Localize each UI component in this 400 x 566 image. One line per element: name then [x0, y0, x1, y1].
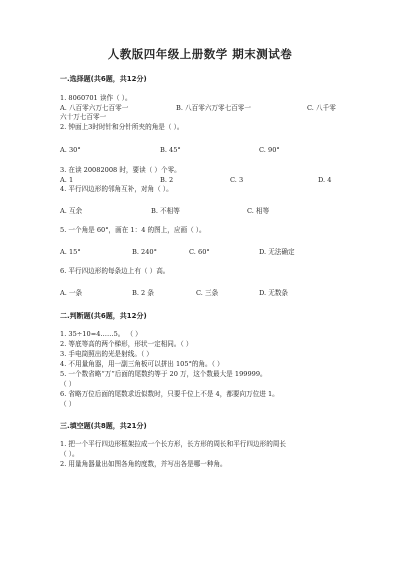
option: D. 无法确定: [259, 248, 295, 256]
option: B. 不相等: [151, 207, 180, 215]
option: A. 八百零六万七百零一: [60, 104, 129, 112]
fill-item: 1. 把一个平行四边形框架拉成一个长方形，长方形的周长和平行四边形的周长: [60, 440, 286, 448]
option: D. 无数条: [259, 289, 289, 297]
option: C. 八千零: [307, 104, 336, 112]
option: A. 30°: [60, 146, 81, 154]
judgement-item: 4. 不用量角器，用一副三角板可以拼出 105°的角。（ ）: [60, 360, 224, 368]
fill-item: 2. 用量角器量出如图各角的度数，并写出各是哪一种角。: [60, 460, 227, 468]
section-header-fill: 三.填空题(共8题，共21分): [60, 422, 147, 430]
option: C. 90°: [259, 146, 280, 154]
judgement-item: 5. 一个数省略“万”后面的尾数约等于 20 万，这个数最大是 199999。: [60, 370, 267, 378]
option: B. 45°: [160, 146, 181, 154]
section-header-judgement: 二.判断题(共6题，共12分): [60, 312, 147, 320]
fill-item-answer: （ ）。: [60, 450, 79, 458]
option: B. 240°: [132, 248, 157, 256]
option: A. 互余: [60, 207, 83, 215]
option: C. 60°: [189, 248, 210, 256]
judgement-item: 3. 手电筒照出的光是射线。（ ）: [60, 350, 153, 358]
judgement-item: 6. 省略万位后面的尾数求近似数时，只要千位上不是 4，都要向万位进 1。: [60, 390, 279, 398]
question-stem: 5. 一个角是 60°，画在 1：4 的图上，应画（ ）。: [60, 226, 206, 234]
judgement-item-answer: （ ）: [60, 380, 76, 388]
question-stem: 4. 平行四边形的邻角互补，对角（ ）。: [60, 185, 173, 193]
page-title: 人教版四年级上册数学 期末测试卷: [107, 47, 293, 61]
option: B. 2 条: [132, 289, 154, 297]
section-header-choice: 一.选择题(共6题，共12分): [60, 75, 147, 83]
option: A. 15°: [60, 248, 81, 256]
question-stem: 1. 8060701 读作（ ）。: [60, 94, 132, 102]
option: B. 八百零六万零七百零一: [176, 104, 251, 112]
option: A. 1: [60, 176, 74, 184]
question-stem: 2. 钟面上3时时针和分针所夹的角是（ ）。: [60, 123, 184, 131]
question-stem: 6. 平行四边形的每条边上有（ ）高。: [60, 267, 170, 275]
judgement-item: 2. 等底等高的两个梯形，形状一定相同。（ ）: [60, 340, 193, 348]
option: B. 2: [160, 176, 174, 184]
judgement-item-answer: （ ）: [60, 400, 76, 408]
question-stem-continued: 六十万七百零一: [60, 113, 107, 121]
option: D. 4: [318, 176, 332, 184]
question-stem: 3. 在读 20082008 时，要读（ ）个零。: [60, 166, 181, 174]
option: C. 三条: [196, 289, 219, 297]
option: C. 相等: [247, 207, 270, 215]
option: A. 一条: [60, 289, 83, 297]
option: C. 3: [230, 176, 244, 184]
judgement-item: 1. 35÷10=4……5。 （ ）: [60, 330, 142, 338]
